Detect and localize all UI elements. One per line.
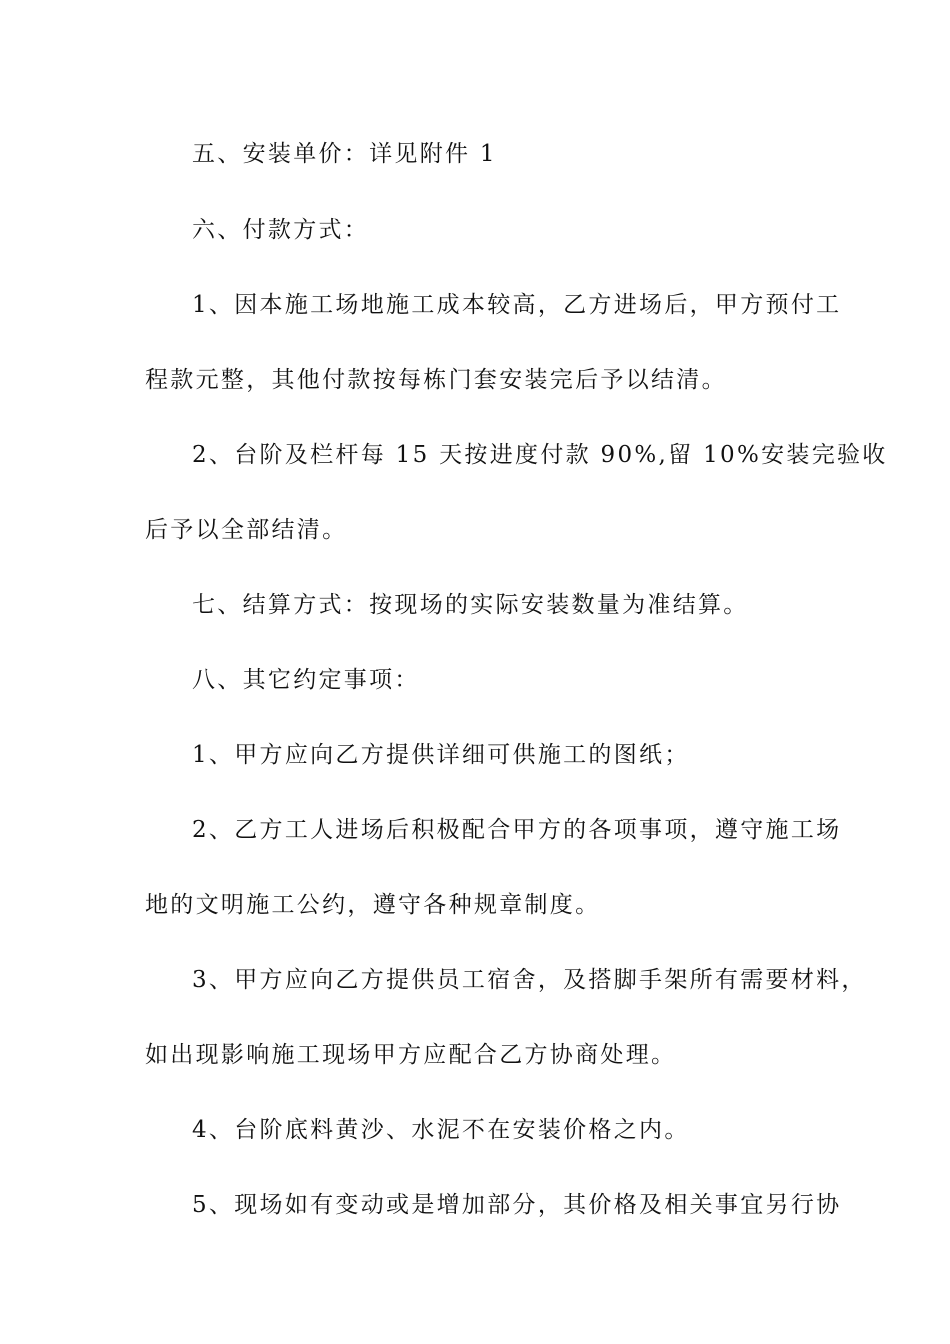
section-6-payment-heading: 六、付款方式： (192, 217, 370, 243)
term-2-line-1: 2、乙方工人进场后积极配合甲方的各项事项，遵守施工场 (192, 817, 842, 843)
section-5-install-price: 五、安装单价：详见附件 1 (192, 141, 497, 167)
section-8-other-terms-heading: 八、其它约定事项： (192, 667, 420, 693)
section-7-settlement: 七、结算方式：按现场的实际安装数量为准结算。 (192, 592, 749, 618)
payment-clause-2-line-2: 后予以全部结清。 (145, 517, 348, 543)
term-3-line-2: 如出现影响施工现场甲方应配合乙方协商处理。 (145, 1042, 677, 1068)
term-3-line-1: 3、甲方应向乙方提供员工宿舍，及搭脚手架所有需要材料， (192, 967, 867, 993)
term-4-materials: 4、台阶底料黄沙、水泥不在安装价格之内。 (192, 1117, 690, 1143)
payment-clause-1-line-1: 1、因本施工场地施工成本较高，乙方进场后，甲方预付工 (192, 292, 842, 318)
payment-clause-2-line-1: 2、台阶及栏杆每 15 天按进度付款 90%,留 10%安装完验收 (192, 442, 888, 468)
term-2-line-2: 地的文明施工公约，遵守各种规章制度。 (145, 892, 601, 918)
term-1-drawings: 1、甲方应向乙方提供详细可供施工的图纸； (192, 742, 690, 768)
term-5-line-1: 5、现场如有变动或是增加部分，其价格及相关事宜另行协 (192, 1192, 842, 1218)
payment-clause-1-line-2: 程款元整，其他付款按每栋门套安装完后予以结清。 (145, 367, 727, 393)
